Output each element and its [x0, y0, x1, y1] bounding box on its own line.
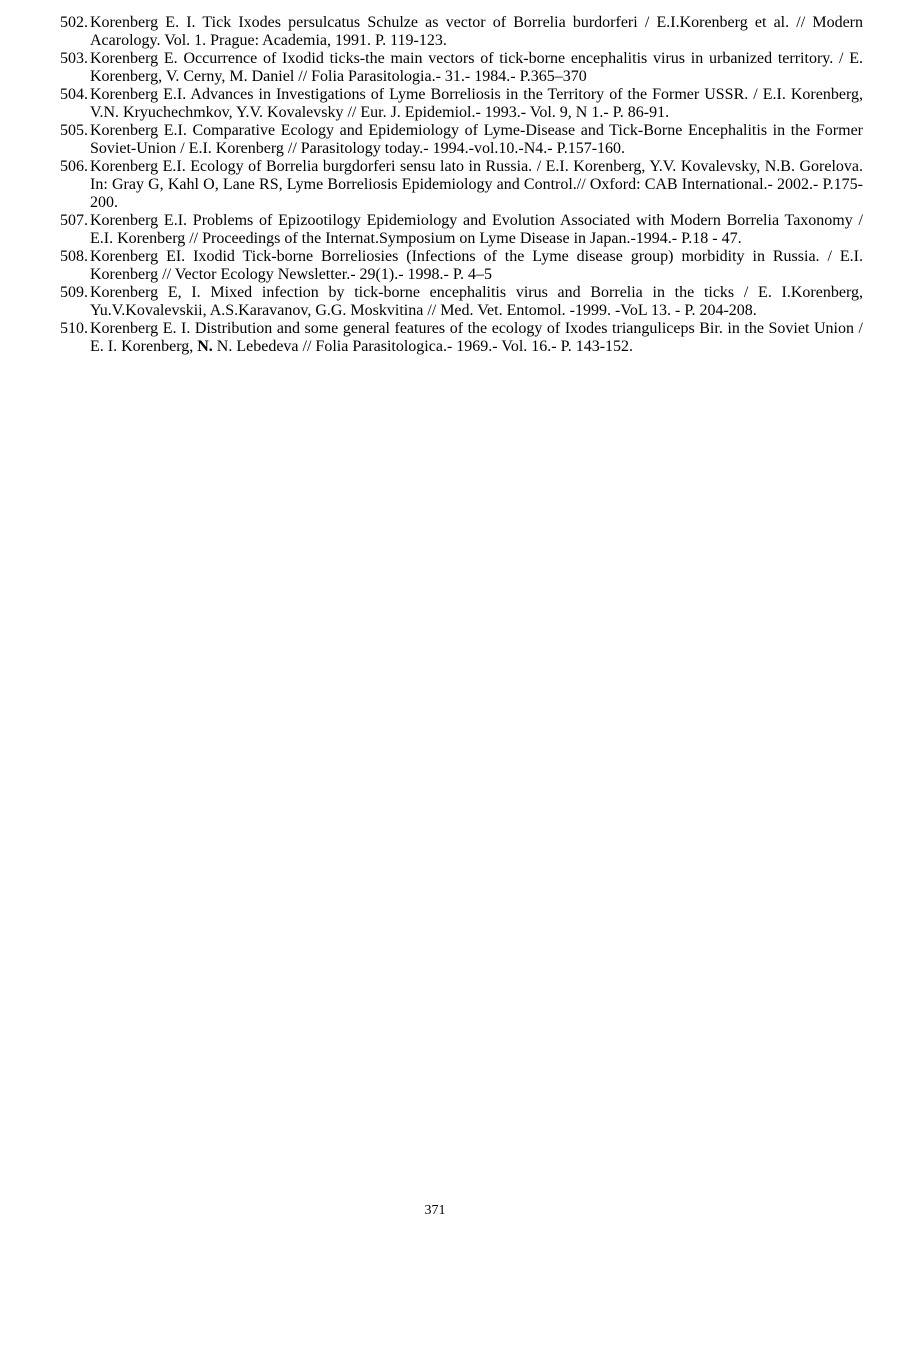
reference-507: [60, 212, 863, 248]
reference-text: Korenberg E.I. Ecology of Borrelia burgdorferi sensu lato in Russia. / E.I. Korenberg, Y.V. Kovalevsky, N.B. Gorelova. In: Gray G, Kahl O, Lane RS, Lyme Borreliosis Epidemiology and Control.// Oxford: CAB International.- 2002.- P.175-200.: [90, 158, 863, 211]
reference-text-part: N. Lebedeva // Folia Parasitologica.- 1969.- Vol. 16.- P. 143-152.: [212, 338, 634, 355]
reference-list: [60, 14, 863, 356]
reference-text: Korenberg EI. Ixodid Tick-borne Borreliosies (Infections of the Lyme disease group) morbidity in Russia. / E.I. Korenberg // Vector Ecology Newsletter.- 29(1).- 1998.- P. 4–5: [90, 248, 863, 283]
reference-text: Korenberg E.I. Comparative Ecology and Epidemiology of Lyme-Disease and Tick-Borne Encephalitis in the Former Soviet-Union / E.I. Korenberg // Parasitology today.- 1994.-vol.10.-N4.- P.157-160.: [90, 122, 863, 157]
reference-text-bold: N.: [197, 338, 213, 355]
reference-number: 510.: [60, 320, 88, 337]
reference-502: [60, 14, 863, 50]
reference-508: [60, 248, 863, 284]
reference-text-part: Korenberg E. I. Distribution and some general features of the ecology of Ixodes trianguliceps Bir. in the Soviet Union / E. I. Korenberg,: [90, 320, 863, 355]
reference-number: 502.: [60, 14, 88, 31]
reference-506: [60, 158, 863, 212]
reference-505: [60, 122, 863, 158]
page-number: 371: [424, 1203, 446, 1218]
reference-text: Korenberg E. I. Tick Ixodes persulcatus Schulze as vector of Borrelia burdorferi / E.I.Korenberg et al. // Modern Acarology. Vol. 1. Prague: Academia, 1991. P. 119-123.: [90, 14, 863, 49]
reference-504: [60, 86, 863, 122]
reference-text: Korenberg E, I. Mixed infection by tick-borne encephalitis virus and Borrelia in the ticks / E. I.Korenberg, Yu.V.Kovalevskii, A.S.Karavanov, G.G. Moskvitina // Med. Vet. Entomol. -1999. -VoL 13. - P. 204-208.: [90, 284, 863, 319]
reference-number: 508.: [60, 248, 88, 265]
reference-number: 505.: [60, 122, 88, 139]
reference-number: 507.: [60, 212, 88, 229]
reference-503: [60, 50, 863, 86]
reference-number: 504.: [60, 86, 88, 103]
reference-number: 503.: [60, 50, 88, 67]
reference-text: Korenberg E.I. Advances in Investigations of Lyme Borreliosis in the Territory of the Former USSR. / E.I. Korenberg, V.N. Kryuchechmkov, Y.V. Kovalevsky // Eur. J. Epidemiol.- 1993.- Vol. 9, N 1.- P. 86-91.: [90, 86, 863, 121]
reference-509: [60, 284, 863, 320]
reference-text: Korenberg E.I. Problems of Epizootilogy Epidemiology and Evolution Associated with Modern Borrelia Taxonomy / E.I. Korenberg // Proceedings of the Internat.Symposium on Lyme Disease in Japan.-1994.- P.18 - 47.: [90, 212, 863, 247]
reference-number: 506.: [60, 158, 88, 175]
reference-510: [60, 320, 863, 356]
reference-number: 509.: [60, 284, 88, 301]
reference-text: Korenberg E. Occurrence of Ixodid ticks-the main vectors of tick-borne encephalitis virus in urbanized territory. / E. Korenberg, V. Cerny, M. Daniel // Folia Parasitologia.- 31.- 1984.- P.365–370: [90, 50, 863, 85]
